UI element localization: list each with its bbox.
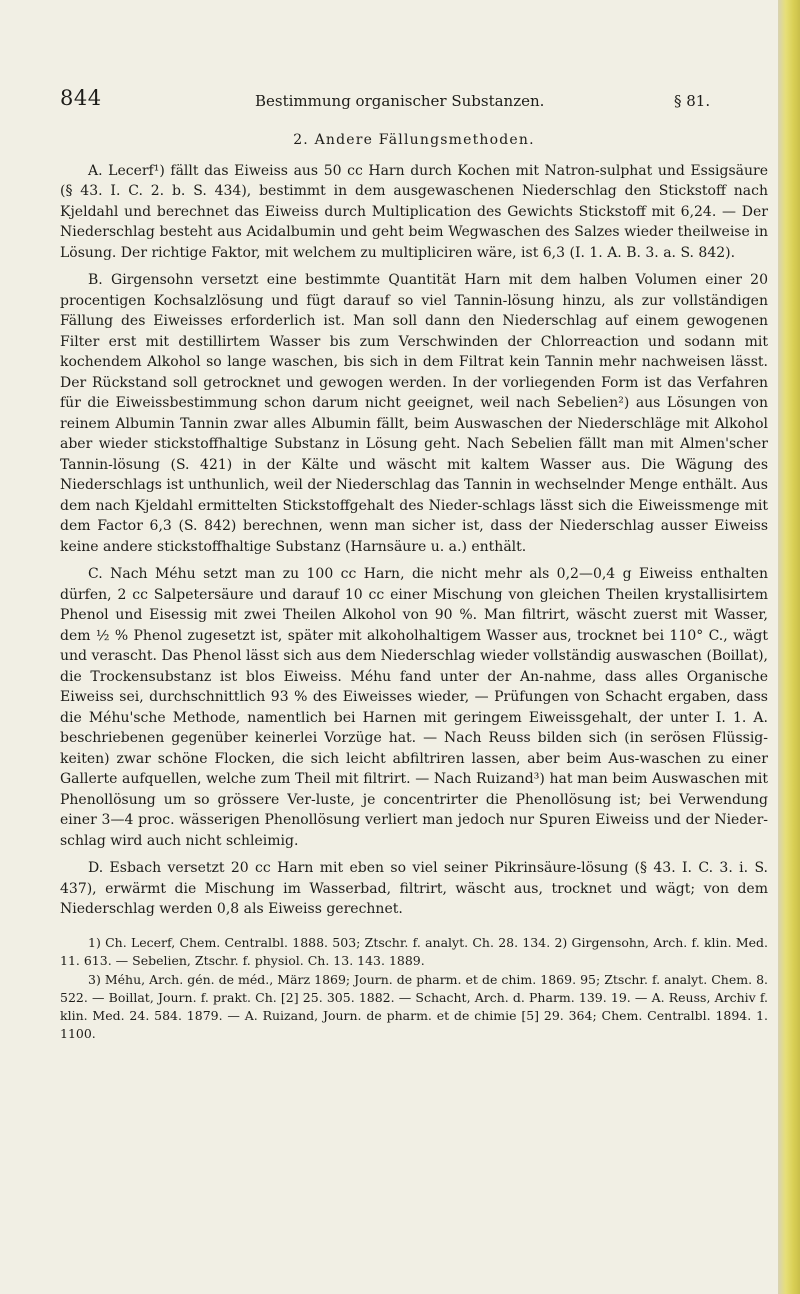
footnotes (60, 934, 768, 1043)
footnote-3: 3) Méhu, Arch. gén. de méd., März 1869; Journ. de pharm. et de chim. 1869. 95; Ztschr. f. analyt. Chem. 8. 522. — Boillat, Journ. f. prakt. Ch. [2] 25. 305. 1882. — Schacht, Arch. d. Pharm. 139. 19. — A. Reuss, Archiv f. klin. Med. 24. 584. 1879. — A. Ruizand, Journ. de pharm. et de chimie [5] 29. 364; Chem. Centralbl. 1894. 1. 1100. (60, 971, 768, 1041)
running-title: Bestimmung organischer Substanzen. (255, 92, 545, 110)
section-number: § 81. (674, 92, 711, 110)
paragraph-d: D. Esbach versetzt 20 cc Harn mit eben so viel seiner Pikrinsäure-lösung (§ 43. I. C. 3. i. S. 437), erwärmt die Mischung im Wasserbad, filtrirt, wäscht aus, trocknet und wägt; von dem Niederschlag werden 0,8 als Eiweiss gerechnet. (60, 860, 768, 917)
page-number: 844 (60, 86, 102, 110)
paragraph-c: C. Nach Méhu setzt man zu 100 cc Harn, die nicht mehr als 0,2—0,4 g Eiweiss enthalten dürfen, 2 cc Salpetersäure und darauf 10 cc einer Mischung von gleichen Theilen krystallisirtem Phenol und Eisessig mit zwei Theilen Alkohol von 90 %. Man filtrirt, wäscht zuerst mit Wasser, dem ½ % Phenol zugesetzt ist, später mit alkoholhaltigem Wasser aus, trocknet bei 110° C., wägt und verascht. Das Phenol lässt sich aus dem Niederschlag wieder vollständig auswaschen (Boillat), die Trockensubstanz ist blos Eiweiss. Méhu fand unter der An-nahme, dass alles Organische Eiweiss sei, durchschnittlich 93 % des Eiweisses wieder, — Prüfungen von Schacht ergaben, dass die Méhu'sche Methode, namentlich bei Harnen mit geringem Eiweissgehalt, der unter I. 1. A. beschriebenen gegenüber keinerlei Vorzüge hat. — Nach Reuss bilden sich (in serösen Flüssig-keiten) zwar schöne Flocken, die sich leicht abfiltriren lassen, aber beim Aus-waschen zu einer Gallerte aufquellen, welche zum Theil mit filtrirt. — Nach Ruizand³) hat man beim Auswaschen mit Phenollösung um so grössere Ver-luste, je concentrirter die Phenollösung ist; bei Verwendung einer 3—4 proc. wässerigen Phenollösung verliert man jedoch nur Spuren Eiweiss und der Nieder-schlag wird auch nicht schleimig. (60, 566, 768, 849)
paragraph-a: A. Lecerf¹) fällt das Eiweiss aus 50 cc Harn durch Kochen mit Natron-sulphat und Essigsäure (§ 43. I. C. 2. b. S. 434), bestimmt in dem ausgewaschenen Niederschlag den Stickstoff nach Kjeldahl und berechnet das Eiweiss durch Multiplication des Gewichts Stickstoff mit 6,24. — Der Niederschlag besteht aus Acidalbumin und geht beim Wegwaschen des Salzes wieder theilweise in Lösung. Der richtige Faktor, mit welchem zu multipliciren wäre, ist 6,3 (I. 1. A. B. 3. a. S. 842). (60, 162, 768, 261)
subheading: 2. Andere Fällungsmethoden. (293, 132, 535, 148)
page-header (60, 86, 768, 116)
footnote-1-2: 1) Ch. Lecerf, Chem. Centralbl. 1888. 503; Ztschr. f. analyt. Ch. 28. 134. 2) Girgensohn, Arch. f. klin. Med. 11. 613. — Sebelien, Ztschr. f. physiol. Ch. 13. 143. 1889. (60, 934, 768, 968)
page-binding-edge (778, 0, 800, 1294)
paragraph-b: B. Girgensohn versetzt eine bestimmte Quantität Harn mit dem halben Volumen einer 20 procentigen Kochsalzlösung und fügt darauf so viel Tannin-lösung hinzu, als zur vollständigen Fällung des Eiweisses erforderlich ist. Man soll dann den Niederschlag auf einem gewogenen Filter erst mit destillirtem Wasser bis zum Verschwinden der Chlorreaction und sodann mit kochendem Alkohol so lange waschen, bis sich in dem Filtrat kein Tannin mehr nachweisen lässt. Der Rückstand soll getrocknet und gewogen werden. In der vorliegenden Form ist das Verfahren für die Eiweissbestimmung schon darum nicht geeignet, weil nach Sebelien²) aus Lösungen von reinem Albumin Tannin zwar alles Albumin fällt, beim Auswaschen der Niederschläge mit Alkohol aber wieder stickstoffhaltige Substanz in Lösung geht. Nach Sebelien fällt man mit Almen'scher Tannin-lösung (S. 421) in der Kälte und wäscht mit kaltem Wasser aus. Die Wägung des Niederschlags ist unthunlich, weil der Niederschlag das Tannin in wechselnder Menge enthält. Aus dem nach Kjeldahl ermittelten Stickstoffgehalt des Nieder-schlags lässt sich die Eiweissmenge mit dem Factor 6,3 (S. 842) berechnen, wenn man sicher ist, dass der Niederschlag ausser Eiweiss keine andere stickstoffhaltige Substanz (Harnsäure u. a.) enthält. (60, 272, 768, 555)
page-body (60, 130, 768, 1044)
